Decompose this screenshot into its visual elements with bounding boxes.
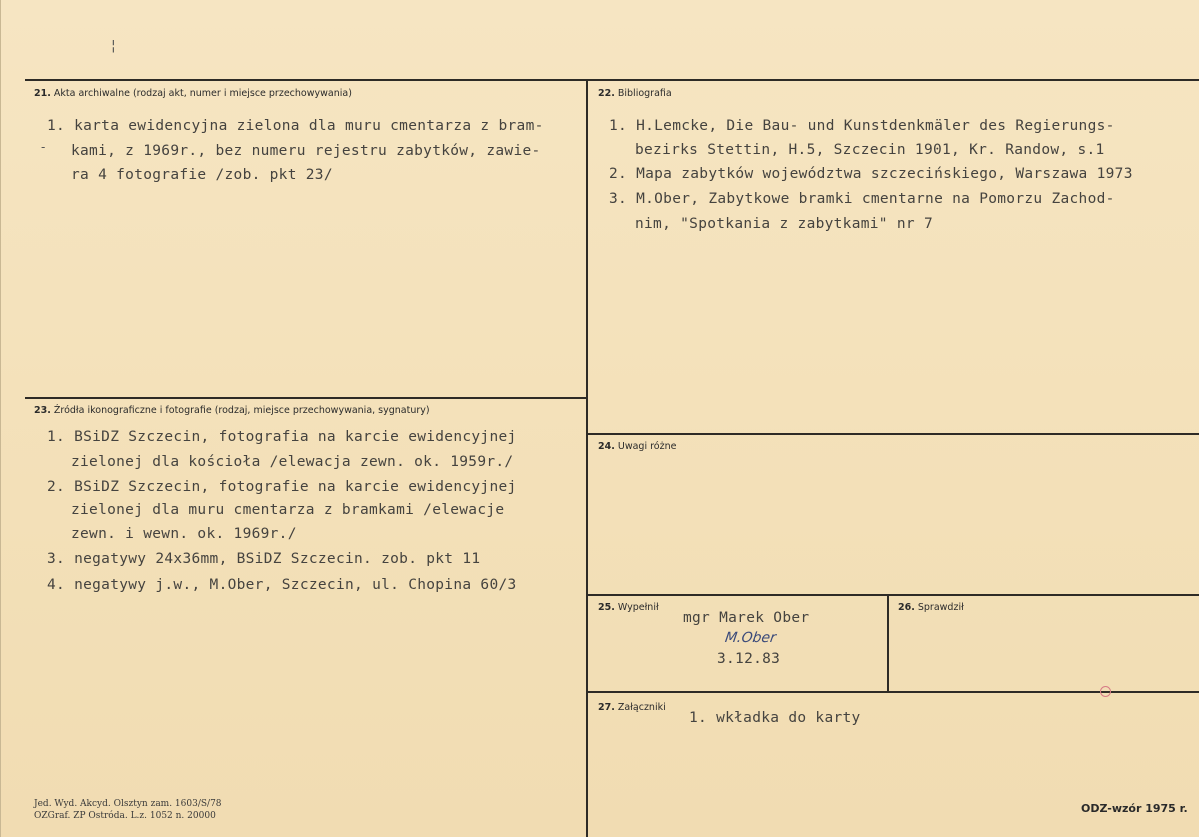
section-24-label (598, 441, 676, 452)
s21-line-1: 1. karta ewidencyjna zielona dla muru cmentarza z bram- (47, 118, 544, 134)
divider-25-26 (887, 595, 889, 691)
printer-line-1: Jed. Wyd. Akcyd. Olsztyn zam. 1603/S/78 (34, 799, 222, 809)
section-25-label (598, 602, 659, 613)
section-23-number: 23. (34, 405, 51, 416)
s23-line-7: 4. negatywy j.w., M.Ober, Szczecin, ul. Chopina 60/3 (47, 577, 517, 593)
section-27-label (598, 702, 666, 713)
section-23-title: Źródła ikonograficzne i fotografie (rodzaj, miejsce przechowywania, sygnatury) (53, 405, 430, 416)
section-21-title: Akta archiwalne (rodzaj akt, numer i miejsce przechowywania) (53, 88, 352, 99)
s21-line-3: ra 4 fotografie /zob. pkt 23/ (71, 167, 333, 183)
section-22-number: 22. (598, 88, 615, 99)
section-22-label (598, 88, 672, 99)
hole-mark: ¦ (111, 38, 116, 54)
section-26-title: Sprawdził (917, 602, 964, 613)
s22-line-1: 1. H.Lemcke, Die Bau- und Kunstdenkmäler des Regierungs- (609, 118, 1115, 134)
rule-21-23 (25, 397, 587, 399)
s25-signature: M.Ober (723, 630, 777, 646)
s22-line-2: bezirks Stettin, H.5, Szczecin 1901, Kr. Randow, s.1 (635, 142, 1105, 158)
section-25-title: Wypełnił (617, 602, 659, 613)
s23-line-5: zewn. i wewn. ok. 1969r./ (71, 526, 297, 542)
form-name: ODZ-wzór 1975 r. (1081, 802, 1188, 815)
section-22-title: Bibliografia (617, 88, 672, 99)
section-27-number: 27. (598, 702, 615, 713)
s21-line-2: kami, z 1969r., bez numeru rejestru zabytków, zawie- (71, 143, 541, 159)
s23-line-1: 1. BSiDZ Szczecin, fotografia na karcie ewidencyjnej (47, 429, 517, 445)
section-26-label (898, 602, 964, 613)
s23-line-2: zielonej dla kościoła /elewacja zewn. ok. 1959r./ (71, 454, 514, 470)
s25-name: mgr Marek Ober (683, 610, 810, 626)
section-21-label (34, 88, 352, 99)
rule-24-25 (587, 594, 1199, 596)
printer-line-2: OZGraf. ZP Ostróda. L.z. 1052 n. 20000 (34, 811, 216, 821)
stamp-mark (1100, 686, 1111, 697)
section-26-number: 26. (898, 602, 915, 613)
s22-line-3: 2. Mapa zabytków województwa szczecińskiego, Warszawa 1973 (609, 166, 1133, 182)
s23-line-3: 2. BSiDZ Szczecin, fotografie na karcie ewidencyjnej (47, 479, 517, 495)
s22-line-4: 3. M.Ober, Zabytkowe bramki cmentarne na Pomorzu Zachod- (609, 191, 1115, 207)
top-rule (25, 79, 1199, 81)
section-23-label (34, 405, 430, 416)
margin-dash: - (41, 140, 46, 154)
s25-date: 3.12.83 (717, 651, 781, 667)
rule-22-24 (587, 433, 1199, 435)
section-27-title: Załączniki (617, 702, 666, 713)
section-25-number: 25. (598, 602, 615, 613)
section-21-number: 21. (34, 88, 51, 99)
center-divider (586, 79, 588, 837)
section-24-number: 24. (598, 441, 615, 452)
section-24-title: Uwagi różne (617, 441, 677, 452)
s23-line-6: 3. negatywy 24x36mm, BSiDZ Szczecin. zob. pkt 11 (47, 551, 481, 567)
s27-line-1: 1. wkładka do karty (689, 710, 861, 726)
s22-line-5: nim, "Spotkania z zabytkami" nr 7 (635, 216, 933, 232)
s23-line-4: zielonej dla muru cmentarza z bramkami /elewacje (71, 502, 505, 518)
